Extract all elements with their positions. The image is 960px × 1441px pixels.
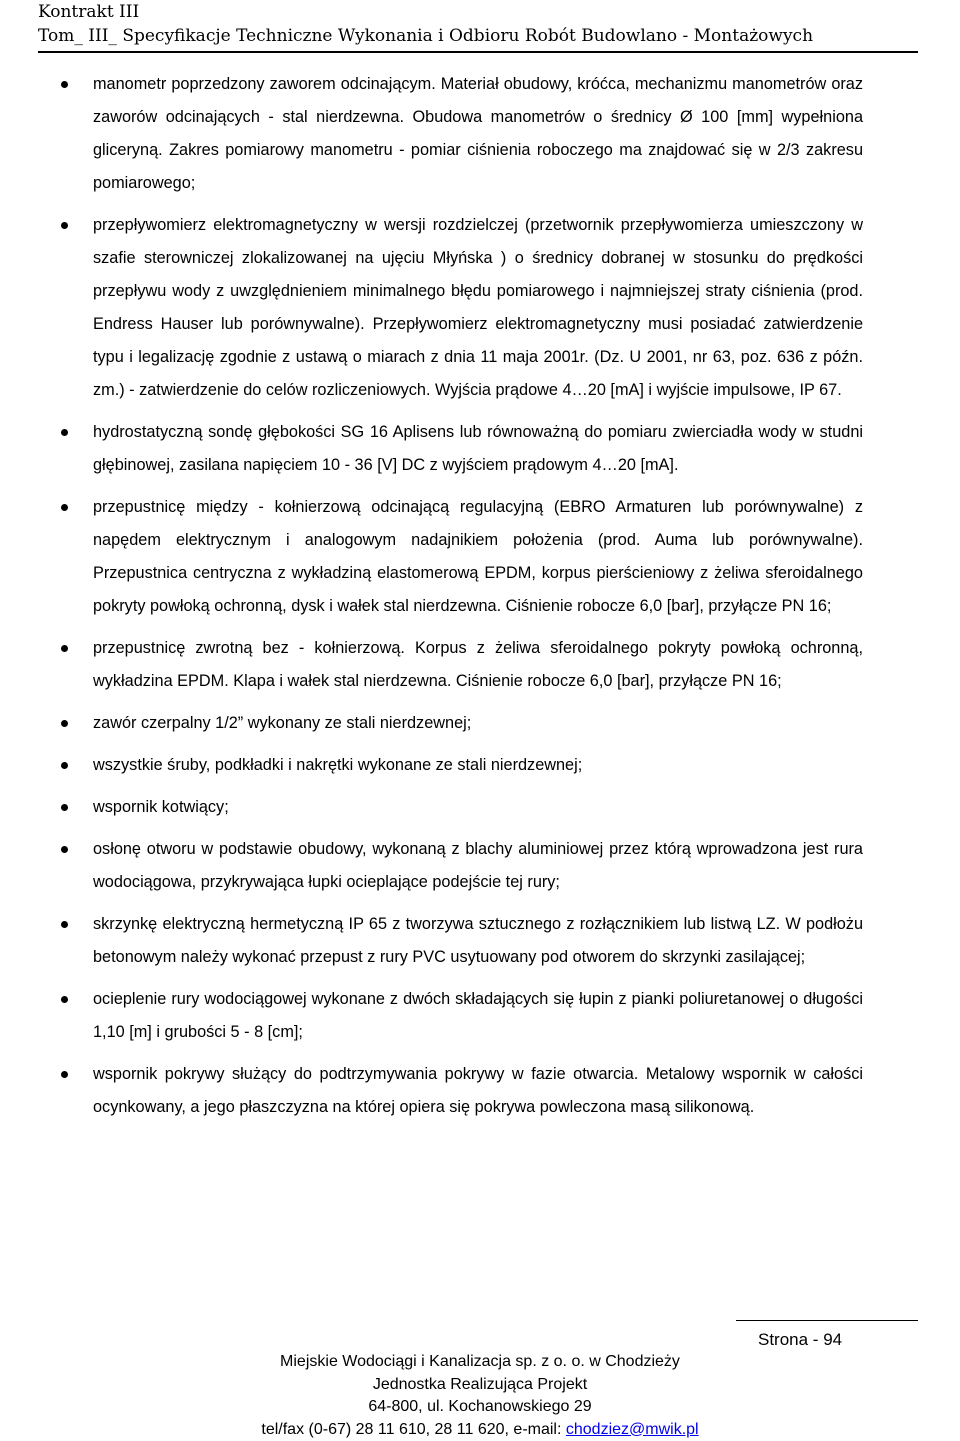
header-divider	[38, 51, 918, 53]
list-item	[56, 707, 863, 740]
footer-contact	[0, 1419, 960, 1441]
bullet-icon	[61, 81, 68, 88]
footer-address-block	[0, 1351, 960, 1441]
list-item	[56, 791, 863, 824]
header-contract-title: Kontrakt III	[38, 0, 918, 24]
list-item	[56, 491, 863, 623]
footer-unit: Jednostka Realizująca Projekt	[0, 1374, 960, 1397]
list-item	[56, 1058, 863, 1124]
list-item-text: wspornik kotwiący;	[93, 791, 863, 824]
list-item-text: wspornik pokrywy służący do podtrzymywania pokrywy w fazie otwarcia. Metalowy wspornik w całości ocynkowany, a jego płaszczyzna na której opiera się pokrywa powleczona masą silikonową.	[93, 1058, 863, 1124]
email-link[interactable]: chodziez@mwik.pl	[566, 1421, 699, 1438]
page-header	[38, 0, 918, 48]
list-item	[56, 983, 863, 1049]
page-number: Strona - 94	[758, 1330, 842, 1350]
bullet-icon	[61, 645, 68, 652]
document-body	[56, 68, 863, 1133]
bullet-icon	[61, 504, 68, 511]
list-item-text: hydrostatyczną sondę głębokości SG 16 Aplisens lub równoważną do pomiaru zwierciadła wody w studni głębinowej, zasilana napięciem 10 - 36 [V] DC z wyjściem prądowym 4…20 [mA].	[93, 416, 863, 482]
list-item-text: przepustnicę między - kołnierzową odcinającą regulacyjną (EBRO Armaturen lub porównywalne) z napędem elektrycznym i analogowym nadajnikiem położenia (prod. Auma lub porównywalne). Przepustnica centryczna z wykładziną elastomerową EPDM, korpus pierścieniowy z żeliwa sferoidalnego pokryty powłoką ochronną, dysk i wałek stal nierdzewna. Ciśnienie robocze 6,0 [bar], przyłącze PN 16;	[93, 491, 863, 623]
list-item-text: ocieplenie rury wodociągowej wykonane z dwóch składających się łupin z pianki poliuretanowej o długości 1,10 [m] i grubości 5 - 8 [cm];	[93, 983, 863, 1049]
list-item-text: przepływomierz elektromagnetyczny w wersji rozdzielczej (przetwornik przepływomierza umieszczony w szafie sterowniczej zlokalizowanej na ujęciu Młyńska ) o średnicy dobranej w stosunku do prędkości przepływu wody z uwzględnieniem minimalnego błędu pomiarowego i najmniejszej straty ciśnienia (prod. Endress Hauser lub porównywalne). Przepływomierz elektromagnetyczny musi posiadać zatwierdzenie typu i legalizację zgodnie z ustawą o miarach z dnia 11 maja 2001r. (Dz. U 2001, nr 63, poz. 636 z późn. zm.) - zatwierdzenie do celów rozliczeniowych. Wyjścia prądowe 4…20 [mA] i wyjście impulsowe, IP 67.	[93, 209, 863, 407]
footer-company: Miejskie Wodociągi i Kanalizacja sp. z o. o. w Chodzieży	[0, 1351, 960, 1374]
list-item	[56, 632, 863, 698]
bullet-icon	[61, 921, 68, 928]
footer-phone: tel/fax (0-67) 28 11 610, 28 11 620, e-mail:	[261, 1421, 565, 1438]
list-item	[56, 749, 863, 782]
list-item	[56, 68, 863, 200]
bullet-icon	[61, 804, 68, 811]
bullet-icon	[61, 846, 68, 853]
header-volume-title: Tom_ III_ Specyfikacje Techniczne Wykonania i Odbioru Robót Budowlano - Montażowych	[38, 24, 918, 48]
list-item-text: wszystkie śruby, podkładki i nakrętki wykonane ze stali nierdzewnej;	[93, 749, 863, 782]
list-item	[56, 209, 863, 407]
list-item-text: zawór czerpalny 1/2” wykonany ze stali nierdzewnej;	[93, 707, 863, 740]
bullet-icon	[61, 762, 68, 769]
list-item	[56, 833, 863, 899]
bullet-icon	[61, 429, 68, 436]
footer-divider	[736, 1320, 918, 1321]
list-item-text: osłonę otworu w podstawie obudowy, wykonaną z blachy aluminiowej przez którą wprowadzona jest rura wodociągowa, przykrywająca łupki ocieplające podejście tej rury;	[93, 833, 863, 899]
list-item-text: skrzynkę elektryczną hermetyczną IP 65 z tworzywa sztucznego z rozłącznikiem lub listwą LZ. W podłożu betonowym należy wykonać przepust z rury PVC usytuowany pod otworem do skrzynki zasilającej;	[93, 908, 863, 974]
bullet-icon	[61, 222, 68, 229]
list-item	[56, 908, 863, 974]
footer-address: 64-800, ul. Kochanowskiego 29	[0, 1396, 960, 1419]
list-item-text: manometr poprzedzony zaworem odcinającym. Materiał obudowy, króćca, mechanizmu manometrów oraz zaworów odcinających - stal nierdzewna. Obudowa manometrów o średnicy Ø 100 [mm] wypełniona gliceryną. Zakres pomiarowy manometru - pomiar ciśnienia roboczego ma znajdować się w 2/3 zakresu pomiarowego;	[93, 68, 863, 200]
bullet-icon	[61, 720, 68, 727]
equipment-list	[56, 68, 863, 1124]
bullet-icon	[61, 996, 68, 1003]
bullet-icon	[61, 1071, 68, 1078]
list-item	[56, 416, 863, 482]
list-item-text: przepustnicę zwrotną bez - kołnierzową. Korpus z żeliwa sferoidalnego pokryty powłoką ochronną, wykładzina EPDM. Klapa i wałek stal nierdzewna. Ciśnienie robocze 6,0 [bar], przyłącze PN 16;	[93, 632, 863, 698]
